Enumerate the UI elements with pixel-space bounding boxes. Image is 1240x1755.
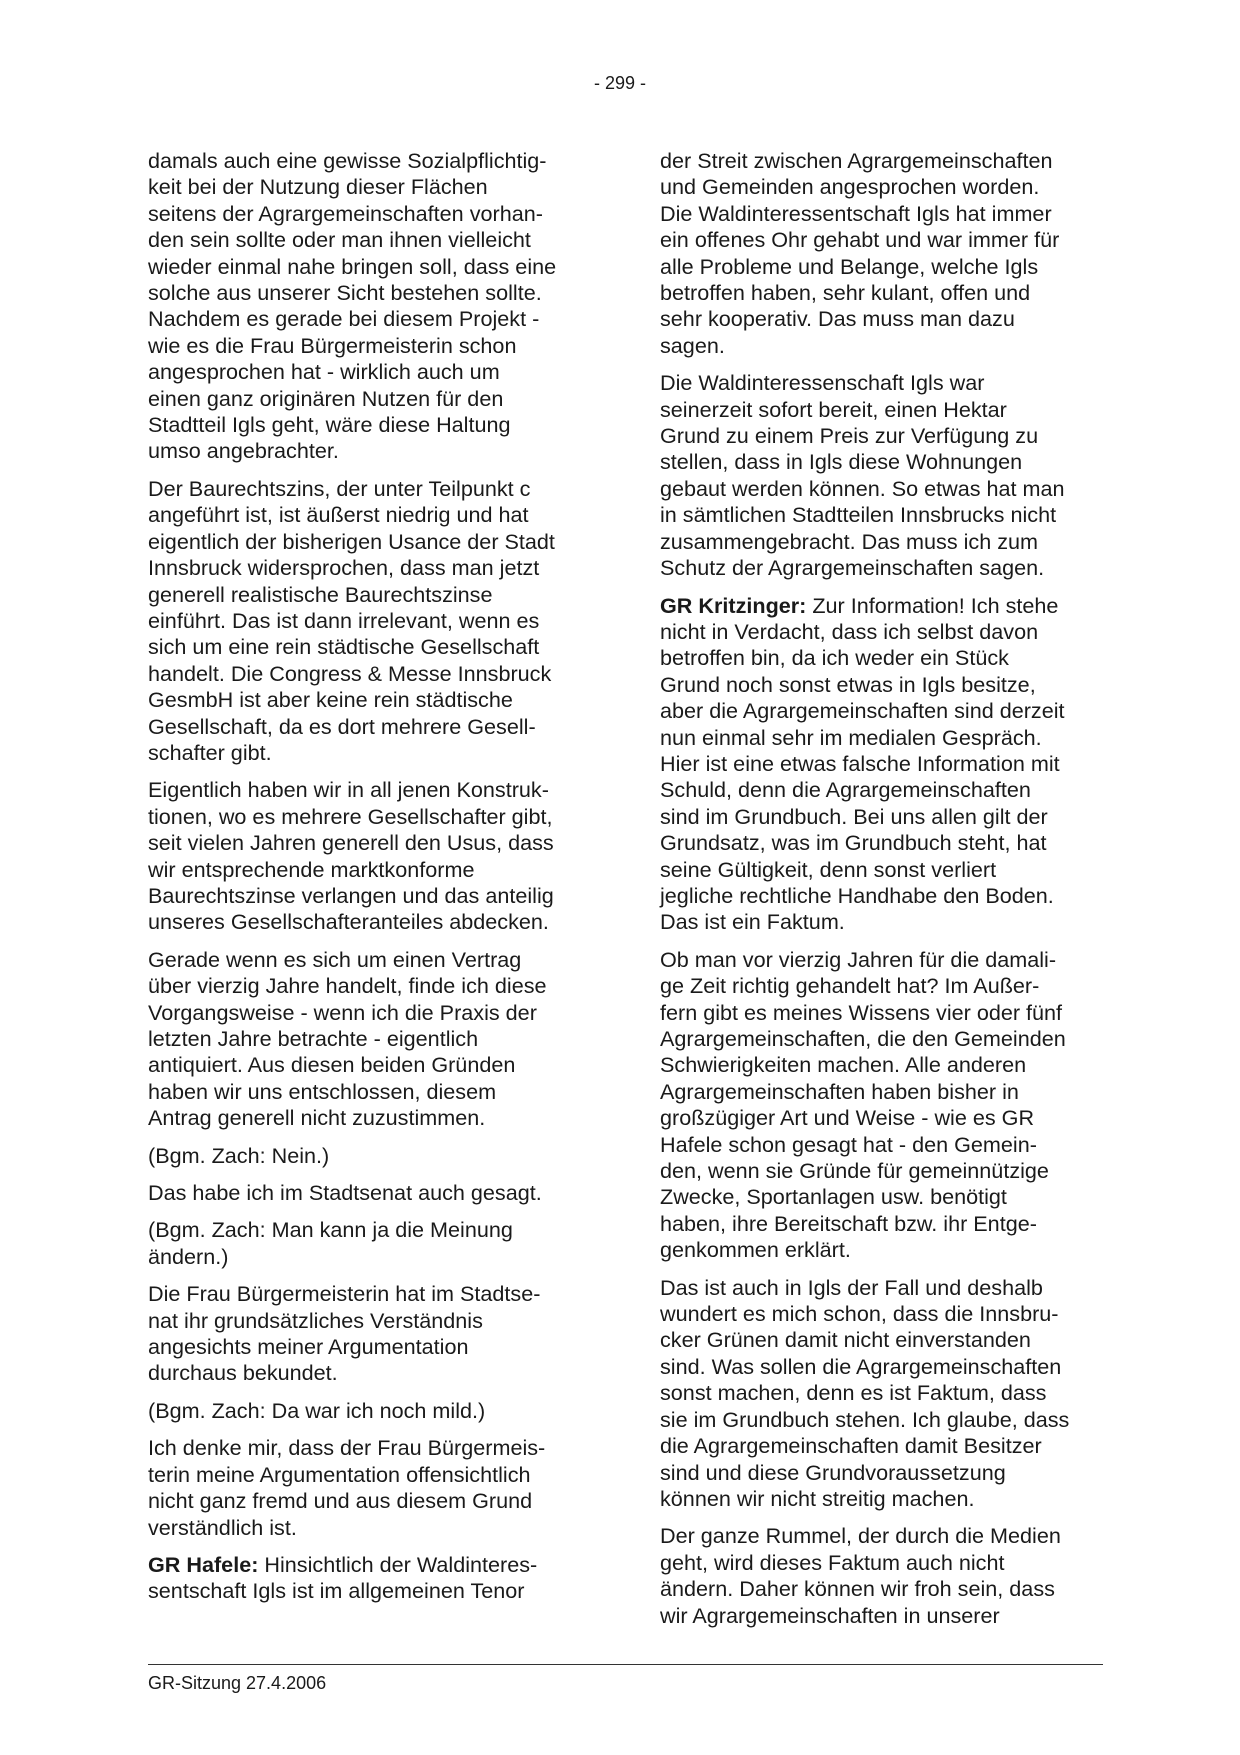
paragraph-text: damals auch eine gewisse Sozialpflichtig- keit bei der Nutzung dieser Flächen seitens der Agrargemeinschaften vorhan- den sein sollte oder man ihnen vielleicht wieder einmal nahe bringen soll, dass eine solche aus unserer Sicht bestehen sollte. Nachdem es gerade bei diesem Projekt - wie es die Frau Bürgermeisterin schon angesprochen hat - wirklich auch um einen ganz originären Nutzen für den Stadtteil Igls geht, wäre diese Haltung umso angebrachter. (148, 148, 557, 464)
interjection (148, 1398, 588, 1424)
paragraph (660, 593, 1100, 936)
paragraph-text: Der Baurechtszins, der unter Teilpunkt c angeführt ist, ist äußerst niedrig und hat eigentlich der bisherigen Usance der Stadt Innsbruck widersprochen, dass man jetzt generell realistische Baurechtszinse einführt. Das ist dann irrelevant, wenn es sich um eine rein städtische Gesellschaft handelt. Die Congress & Messe Innsbruck GesmbH ist aber keine rein städtische Gesellschaft, da es dort mehrere Gesell- schafter gibt. (148, 475, 555, 765)
paragraph (148, 1180, 588, 1206)
paragraph (660, 148, 1100, 359)
paragraph-text: Ich denke mir, dass der Frau Bürgermeis- terin meine Argumentation offensichtlich nicht ganz fremd und aus diesem Grund verständlich ist. (148, 1435, 546, 1540)
paragraph (148, 1552, 588, 1605)
interjection (148, 1217, 588, 1270)
interjection (148, 1143, 588, 1169)
left-column (148, 148, 588, 1616)
right-column (660, 148, 1100, 1640)
paragraph-text: Das ist auch in Igls der Fall und deshalb wundert es mich schon, dass die Innsbru- cker Grünen damit nicht einverstanden sind. Was sollen die Agrargemeinschaften sonst machen, denn es ist Faktum, dass sie im Grundbuch stehen. Ich glaube, dass die Agrargemeinschaften damit Besitzer sind und diese Grundvoraussetzung können wir nicht streitig machen. (660, 1274, 1070, 1511)
speaker-label: GR Hafele: (148, 1551, 259, 1577)
page-number: - 299 - (593, 73, 647, 93)
paragraph (660, 947, 1100, 1264)
paragraph-text: Das habe ich im Stadtsenat auch gesagt. (148, 1180, 542, 1206)
paragraph-text: Gerade wenn es sich um einen Vertrag über vierzig Jahre handelt, finde ich diese Vorgangsweise - wenn ich die Praxis der letzten Jahre betrachte - eigentlich antiquiert. Aus diesen beiden Gründen haben wir uns entschlossen, diesem Antrag generell nicht zuzustimmen. (148, 946, 547, 1131)
paragraph (660, 370, 1100, 581)
footer-divider (148, 1664, 1103, 1665)
paragraph (148, 947, 588, 1132)
paragraph (660, 1523, 1100, 1629)
paragraph (148, 777, 588, 935)
paragraph (148, 1435, 588, 1541)
footer-session-date: GR-Sitzung 27.4.2006 (148, 1673, 327, 1693)
paragraph (148, 148, 588, 465)
paragraph-text: Hinsichtlich der Waldinteres- sentschaft Igls ist im allgemeinen Tenor (148, 1551, 538, 1604)
paragraph-text: Der ganze Rummel, der durch die Medien geht, wird dieses Faktum auch nicht ändern. Daher können wir froh sein, dass wir Agrargemeinschaften in unserer (660, 1523, 1061, 1628)
paragraph-text: (Bgm. Zach: Man kann ja die Meinung ändern.) (148, 1217, 513, 1269)
paragraph-text: (Bgm. Zach: Nein.) (148, 1142, 330, 1168)
paragraph-text: Die Waldinteressenschaft Igls war seinerzeit sofort bereit, einen Hektar Grund zu einem Preis zur Verfügung zu stellen, dass in Igls diese Wohnungen gebaut werden können. So etwas hat man in sämtlichen Stadtteilen Innsbrucks nicht zusammengebracht. Das muss ich zum Schutz der Agrargemeinschaften sagen. (660, 370, 1065, 581)
paragraph-text: Ob man vor vierzig Jahren für die damali- ge Zeit richtig gehandelt hat? Im Außer- fern gibt es meines Wissens vier oder fünf Agrargemeinschaften, die den Gemeinden Schwierigkeiten machen. Alle anderen Agrargemeinschaften haben bisher in großzügiger Art und Weise - wie es GR Hafele schon gesagt hat - den Gemein- den, wenn sie Gründe für gemeinnützige Zwecke, Sportanlagen usw. benötigt haben, ihre Bereitschaft bzw. ihr Entge- genkommen erklärt. (660, 946, 1066, 1263)
paragraph-text: Die Frau Bürgermeisterin hat im Stadtse- nat ihr grundsätzliches Verständnis angesichts meiner Argumentation durchaus bekundet. (148, 1281, 541, 1386)
paragraph (148, 476, 588, 766)
paragraph-text: der Streit zwischen Agrargemeinschaften und Gemeinden angesprochen worden. Die Waldinteressentschaft Igls hat immer ein offenes Ohr gehabt und war immer für alle Probleme und Belange, welche Igls betroffen haben, sehr kulant, offen und sehr kooperativ. Das muss man dazu sagen. (660, 148, 1060, 358)
paragraph (148, 1281, 588, 1387)
paragraph-text: Zur Information! Ich stehe nicht in Verdacht, dass ich selbst davon betroffen bin, da ich weder ein Stück Grund noch sonst etwas in Igls besitze, aber die Agrargemeinschaften sind derzeit nun einmal sehr im medialen Gespräch. Hier ist eine etwas falsche Information mit Schuld, denn die Agrargemeinschaften sind im Grundbuch. Bei uns allen gilt der Grundsatz, was im Grundbuch steht, hat seine Gültigkeit, denn sonst verliert jegliche rechtliche Handhabe den Boden. Das ist ein Faktum. (660, 592, 1065, 935)
speaker-label: GR Kritzinger: (660, 592, 807, 618)
paragraph (660, 1275, 1100, 1513)
paragraph-text: (Bgm. Zach: Da war ich noch mild.) (148, 1397, 486, 1423)
paragraph-text: Eigentlich haben wir in all jenen Konstruk- tionen, wo es mehrere Gesellschafter gibt, seit vielen Jahren generell den Usus, dass wir entsprechende marktkonforme Baurechtszinse verlangen und das anteilig unseres Gesellschafteranteiles abdecken. (148, 777, 554, 935)
